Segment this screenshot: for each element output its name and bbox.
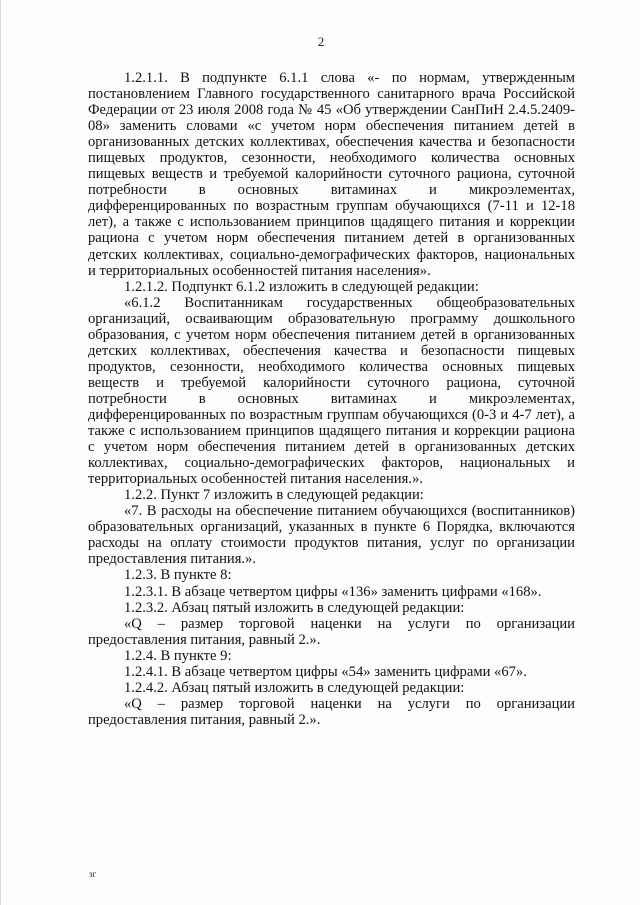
paragraph-1-2-1-2: 1.2.1.2. Подпункт 6.1.2 изложить в следующей редакции: xyxy=(124,278,479,295)
paragraph-1-2-3-1: 1.2.3.1. В абзаце четвертом цифры «136» заменить цифрами «168». xyxy=(124,583,542,600)
paragraph-1-2-3: 1.2.3. В пункте 8: xyxy=(124,567,232,584)
footer-mark: зг xyxy=(89,869,97,879)
paragraph-6-1-2-text: «6.1.2 Воспитанникам государственных общеобразовательных организаций, осваивающим образовательную программу дошкольного образования, с учетом норм обеспечения питанием детей в организованных детских коллективах, обеспечения качества и безопасности пищевых продуктов, сезонности, необходимого количества основных пищевых веществ и требуемой калорийности суточного рациона, суточной потребности в основных витаминах и микроэлементах, дифференцированных по возрастным группам обучающихся (0-3 и 4-7 лет), а также с использованием принципов щадящего питания и коррекции рациона с учетом норм обеспечения питанием детей в организованных детских коллективах, социально-демографических факторов, национальных и территориальных особенностей питания населения.». xyxy=(88,294,575,488)
paragraph-point-7-text: «7. В расходы на обеспечение питанием обучающихся (воспитанников) образовательных организаций, указанных в пункте 6 Порядка, включаются расходы на оплату стоимости продуктов питания, услуг по организации предоставления питания.». xyxy=(88,503,575,568)
paragraph-1-2-2: 1.2.2. Пункт 7 изложить в следующей редакции: xyxy=(124,487,424,504)
paragraph-1-2-4-1: 1.2.4.1. В абзаце четвертом цифры «54» заменить цифрами «67». xyxy=(124,663,527,680)
paragraph-1-2-3-2: 1.2.3.2. Абзац пятый изложить в следующей редакции: xyxy=(124,599,465,616)
document-body xyxy=(88,70,575,728)
page-number: 2 xyxy=(317,34,325,49)
paragraph-q-definition-1: «Q – размер торговой наценки на услуги по организации предоставления питания, равный 2.». xyxy=(88,615,575,648)
paragraph-1-2-1-1: 1.2.1.1. В подпункте 6.1.1 слова «- по нормам, утвержденным постановлением Главного государственного санитарного врача Российской Федерации от 23 июля 2008 года № 45 «Об утверждении СанПиН 2.4.5.2409-08» заменить словами «с учетом норм обеспечения питанием детей в организованных детских коллективах, обеспечения качества и безопасности пищевых продуктов, сезонности, необходимого количества основных пищевых веществ и требуемой калорийности суточного рациона, суточной потребности в основных витаминах и микроэлементах, дифференцированных по возрастным группам обучающихся (7-11 и 12-18 лет), а также с использованием принципов щадящего питания и коррекции рациона с учетом норм обеспечения питанием детей в организованных детских коллективах, социально-демографических факторов, национальных и территориальных особенностей питания населения». xyxy=(88,70,575,279)
paragraph-1-2-4-2: 1.2.4.2. Абзац пятый изложить в следующей редакции: xyxy=(124,679,465,696)
paragraph-1-2-4: 1.2.4. В пункте 9: xyxy=(124,647,232,664)
paragraph-q-definition-2: «Q – размер торговой наценки на услуги по организации предоставления питания, равный 2.». xyxy=(88,695,575,728)
